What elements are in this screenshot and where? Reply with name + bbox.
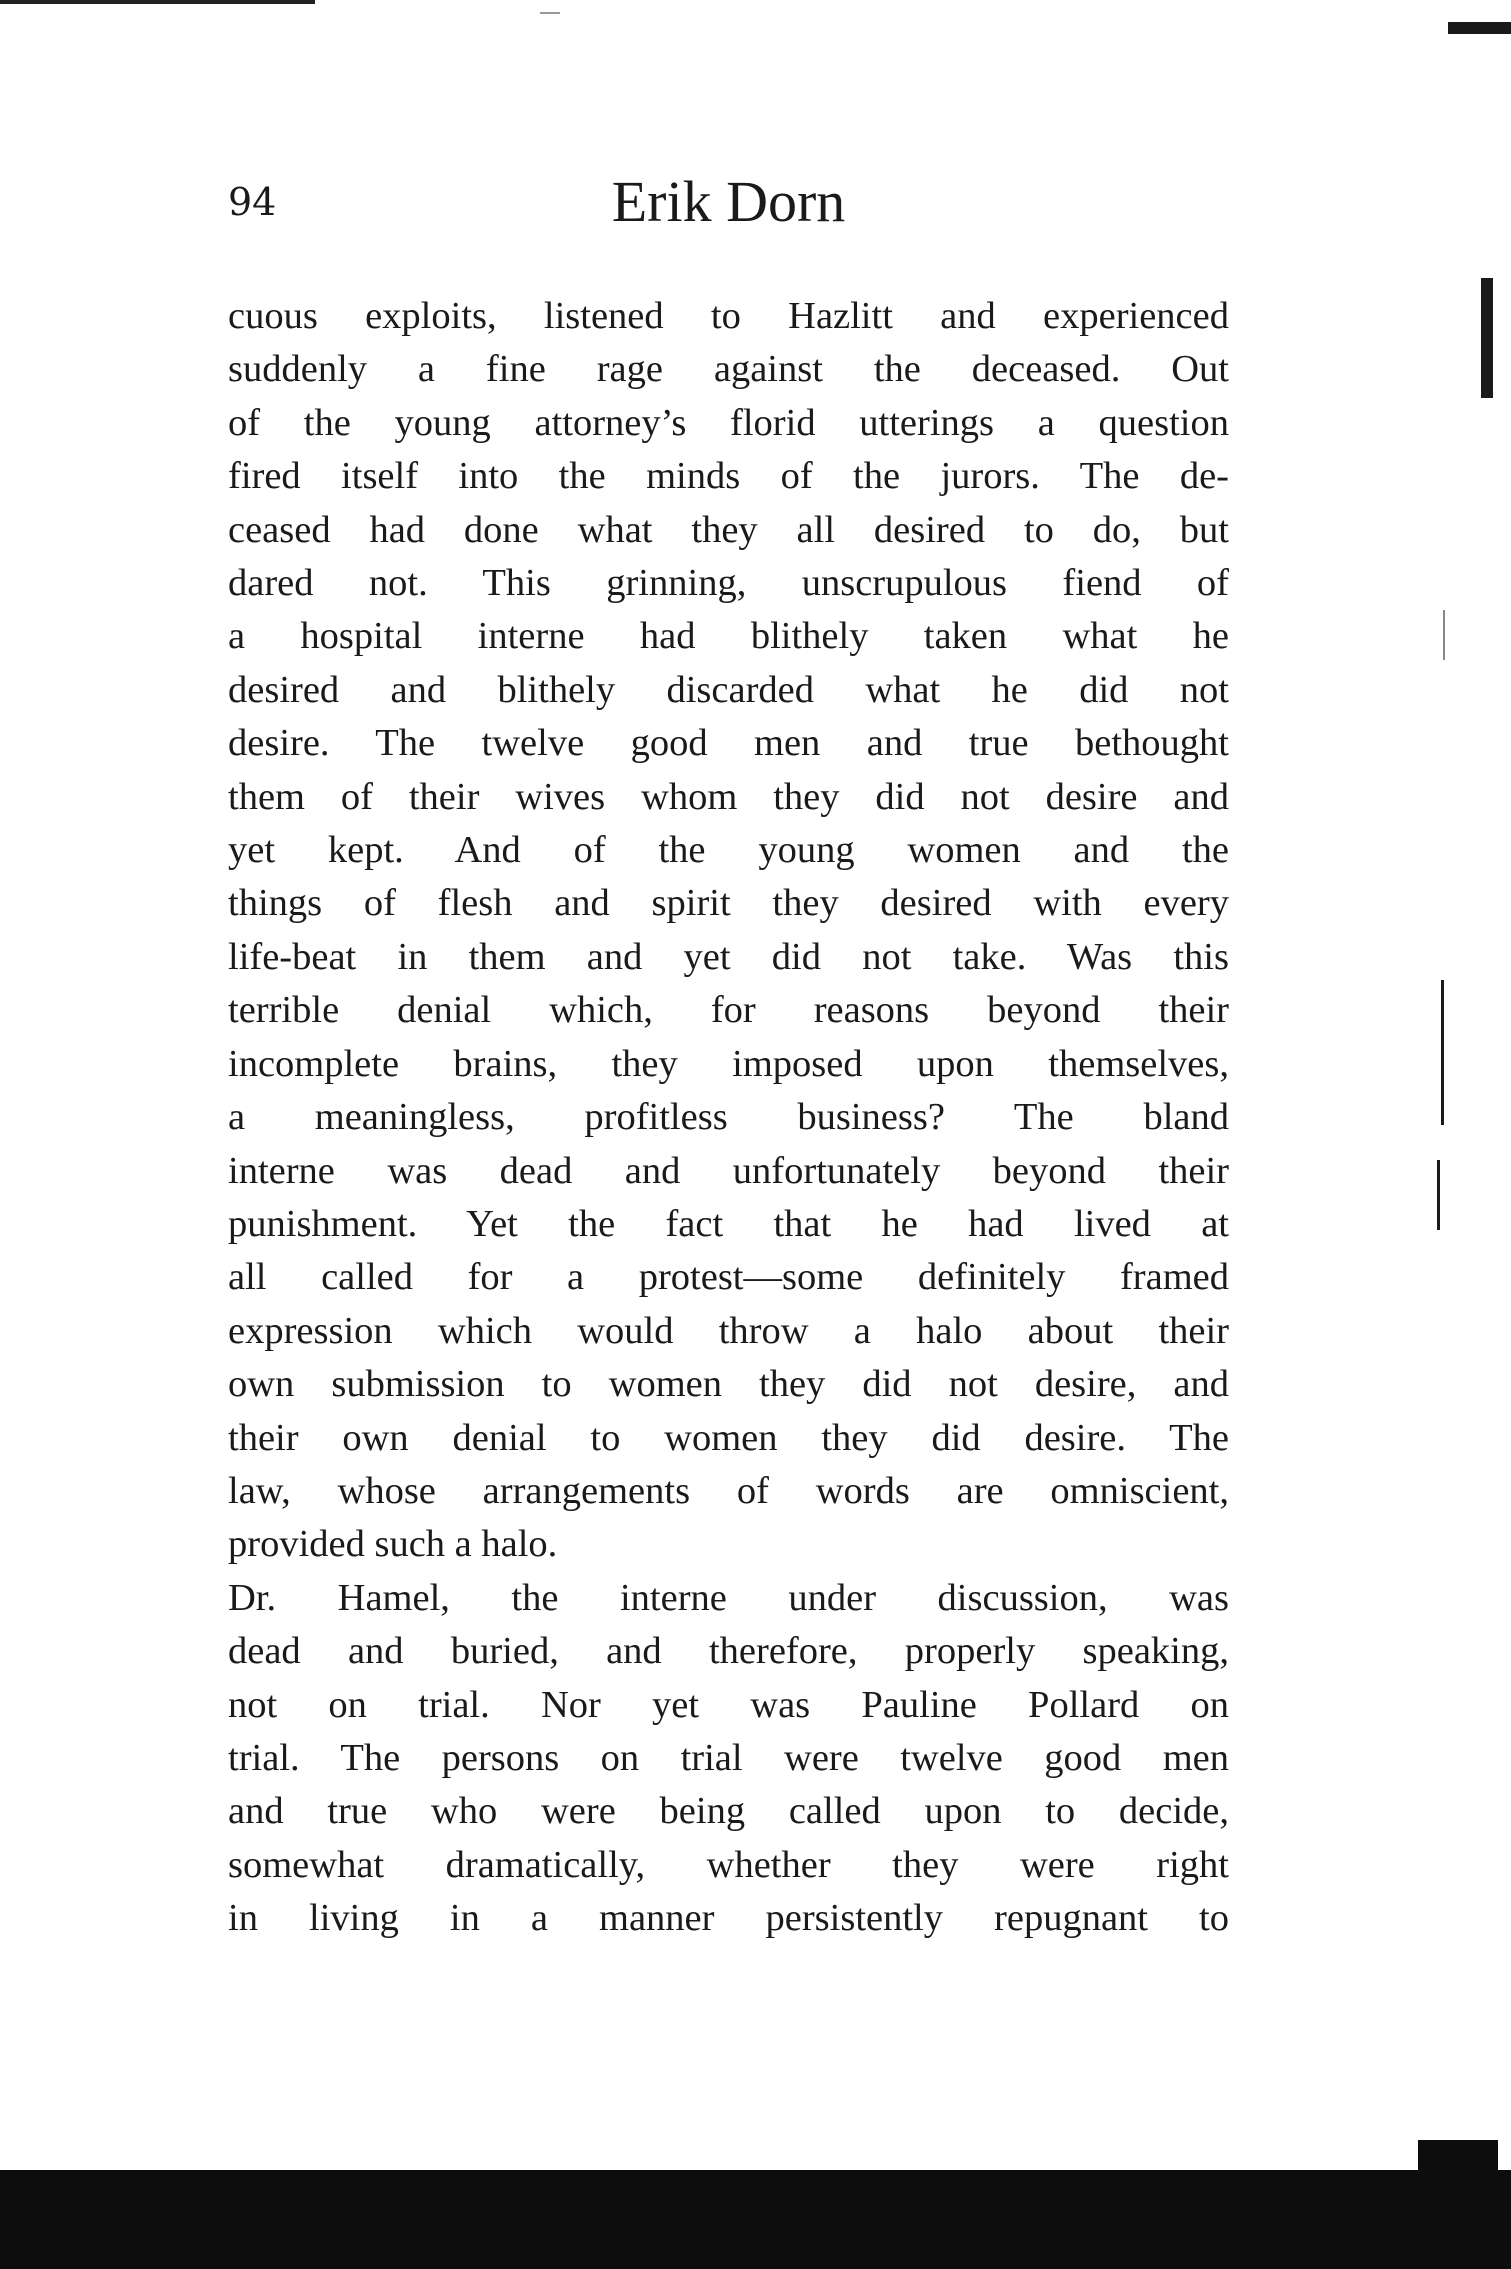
text-line: interne was dead and unfortunately beyond their: [228, 1149, 1229, 1192]
text-line: ceased had done what they all desired to do, but: [228, 508, 1229, 551]
text-line: trial. The persons on trial were twelve good men: [228, 1736, 1229, 1779]
text-line: fired itself into the minds of the jurors. The de-: [228, 455, 1229, 498]
scan-edge-mark: [1437, 1160, 1440, 1230]
scan-edge-bottom-notch: [1418, 2140, 1498, 2174]
text-line: dared not. This grinning, unscrupulous fiend of: [228, 562, 1229, 605]
text-line: terrible denial which, for reasons beyond their: [228, 989, 1229, 1032]
text-line: all called for a protest—some definitely framed: [228, 1256, 1229, 1299]
scan-edge-top: [0, 0, 315, 4]
text-line: expression which would throw a halo about their: [228, 1309, 1229, 1352]
text-line: things of flesh and spirit they desired with every: [228, 882, 1229, 925]
text-line: life-beat in them and yet did not take. Was this: [228, 935, 1229, 978]
text-line: a meaningless, profitless business? The bland: [228, 1096, 1229, 1139]
scan-edge-mark: [1443, 610, 1445, 660]
text-line: cuous exploits, listened to Hazlitt and experienced: [228, 295, 1229, 337]
scan-edge-mark: [1481, 278, 1493, 398]
text-line: of the young attorney’s florid utterings a question: [228, 401, 1229, 444]
text-line: desired and blithely discarded what he did not: [228, 668, 1229, 711]
text-line: not on trial. Nor yet was Pauline Pollard on: [228, 1683, 1229, 1726]
text-line: in living in a manner persistently repugnant to: [228, 1897, 1229, 1940]
text-line: Dr. Hamel, the interne under discussion, was: [228, 1576, 1229, 1619]
text-line: incomplete brains, they imposed upon themselves,: [228, 1042, 1229, 1085]
text-line: law, whose arrangements of words are omniscient,: [228, 1469, 1229, 1512]
scan-mark: [540, 12, 560, 14]
text-line: them of their wives whom they did not desire and: [228, 775, 1229, 818]
text-line: desire. The twelve good men and true bethought: [228, 722, 1229, 765]
text-line: dead and buried, and therefore, properly speaking,: [228, 1630, 1229, 1673]
scan-edge-mark: [1441, 980, 1444, 1125]
text-line: a hospital interne had blithely taken what he: [228, 615, 1229, 658]
scan-edge-bottom: [0, 2170, 1511, 2269]
text-line: own submission to women they did not desire, and: [228, 1363, 1229, 1406]
text-line: and true who were being called upon to decide,: [228, 1790, 1229, 1833]
text-line: somewhat dramatically, whether they were right: [228, 1843, 1229, 1886]
text-line: yet kept. And of the young women and the: [228, 829, 1229, 872]
text-line: suddenly a fine rage against the deceased. Out: [228, 348, 1229, 391]
page-body: [228, 290, 1229, 1946]
page-number: 94: [228, 180, 277, 224]
scan-edge-mark: [1448, 22, 1511, 34]
text-line: provided such a halo.: [228, 1523, 558, 1566]
text-line: punishment. Yet the fact that he had lived at: [228, 1202, 1229, 1245]
text-line: their own denial to women they did desire. The: [228, 1416, 1229, 1459]
running-title: Erik Dorn: [611, 169, 846, 234]
